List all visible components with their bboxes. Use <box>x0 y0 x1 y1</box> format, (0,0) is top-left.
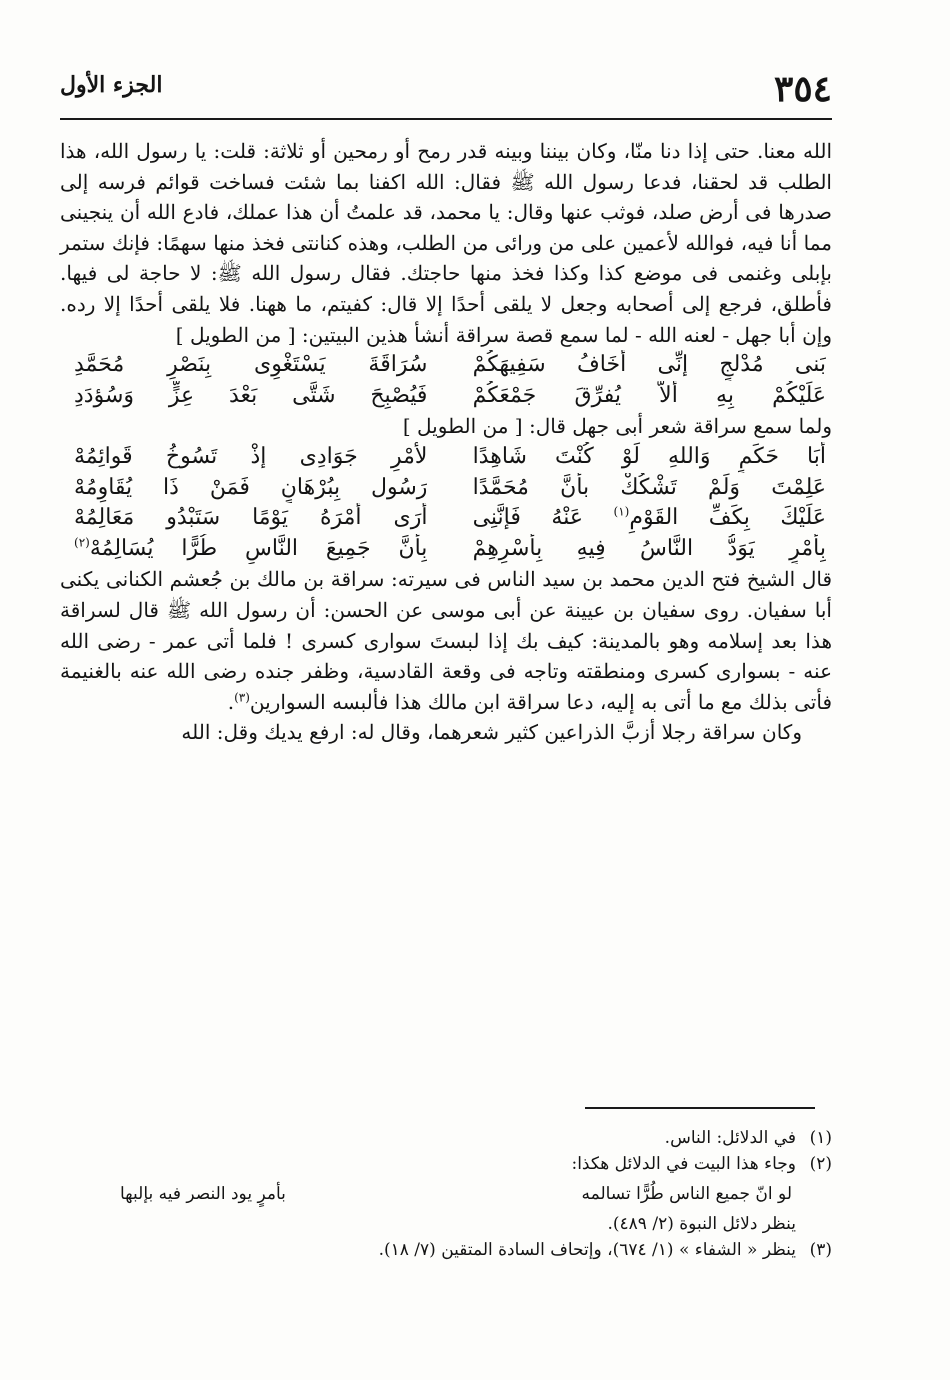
footnote-text: وجاء هذا البيت في الدلائل هكذا: <box>571 1154 796 1174</box>
hemistich-first: بَنى مُدْلجٍ إنِّى أخَافُ سَفِيهَكُمْ <box>472 352 826 378</box>
page-number: ٣٥٤ <box>773 68 832 110</box>
paragraph-ibn-sayyid-al-nas <box>60 564 832 717</box>
poem-couplet <box>60 350 832 381</box>
hemistich-first: أَبَا حَكَمٍ وَاللهِ لَوْ كُنْتَ شَاهِدًا <box>472 443 826 469</box>
hemistich-second: فَيُصْبِحَ شَتَّى بَعْدَ عِزٍّ وَسُؤدَدِ <box>74 382 428 408</box>
footnotes <box>60 1126 832 1264</box>
poem-abu-jahl <box>60 350 832 411</box>
paragraph-end: . <box>227 689 235 714</box>
footnote-ref-1[interactable]: (١) <box>613 504 630 519</box>
footnote-1 <box>60 1126 832 1150</box>
hemistich-first: بِأمْرٍ يَوَدُّ النَّاسُ فِيهِ بِأسْرِهِمْ <box>472 535 826 561</box>
hemistich-first <box>473 503 826 534</box>
footnote-text: ينظر « الشفاء » (١/ ٦٧٤)، وإتحاف السادة المتقين (٧/ ١٨). <box>378 1240 796 1260</box>
page-header <box>60 62 832 120</box>
poem-couplet <box>60 381 832 412</box>
footnote-number: (٢) <box>809 1154 832 1174</box>
footnote-ref-3[interactable]: (٣) <box>234 690 250 705</box>
paragraph-hijra-narrative: الله معنا. حتى إذا دنا منّا، وكان بيننا وبينه قدر رمح أو رمحين أو ثلاثة: قلت: يا رسول الله، هذا الطلب قد لحقنا، فدعا رسول الله ﷺ فقال: الله اكفنا بما شئت فساخت قوائم فرسه إلى صدرها فى أرض صلد، فوثب عنها وقال: يا محمد، قد علمتُ أن هذا عملك، فادع الله أن ينجينى مما أنا فيه، فوالله لأعمين على من ورائى من الطلب، وهذه كنانتى فخذ منها سهمًا: فإنك ستمر بإبلى وغنمى فى موضع كذا وكذا فخذ منها حاجتك. فقال رسول الله ﷺ: لا حاجة لى فيها. فأطلق، فرجع إلى أصحابه وجعل لا يلقى أحدًا إلا قال: كفيتم، ما ههنا. فلا يلقى أحدًا إلا رده. وإن أبا جهل - لعنه الله - لما سمع قصة سراقة أنشأ هذين البيتين: [ من الطويل ] <box>60 139 832 347</box>
footnote-verse <box>60 1176 832 1212</box>
hemistich-second: رَسُول بِبُرْهَانٍ فَمَنْ ذَا يُقَاوِمُهْ <box>74 474 428 500</box>
poem-suraqa <box>60 442 832 564</box>
poem-intro-suraqa: ولما سمع سراقة شعر أبى جهل قال: [ من الطويل ] <box>402 414 832 439</box>
hemistich-first: عَلَيْكُمْ بِهِ ألاَّ يُفرِّقَ جَمْعَكُمْ <box>472 382 826 408</box>
running-title: الجزء الأول <box>60 72 163 98</box>
hemistich-second: أرَى أمْرَهُ يَوْمًا سَتَبْدُو مَعَالِمُهْ <box>74 505 428 531</box>
paragraph-suraqa-description: وكان سراقة رجلا أزبَّ الذراعين كثير شعرهما، وقال له: ارفع يديك وقل: الله <box>181 720 802 745</box>
hemistich-second <box>74 534 427 565</box>
poem-couplet <box>60 473 832 504</box>
footnote-number: (١) <box>809 1128 832 1148</box>
poem-couplet <box>60 534 832 565</box>
footnote-divider <box>585 1107 815 1109</box>
footnote-ref-2[interactable]: (٢) <box>74 535 90 550</box>
footnote-number: (٣) <box>809 1240 832 1260</box>
poem-couplet <box>60 503 832 534</box>
paragraph-text: قال الشيخ فتح الدين محمد بن سيد الناس فى سيرته: سراقة بن مالك بن جُعشم الكنانى يكنى أبا سفيان. روى سفيان بن عيينة عن أبى موسى عن الحسن: أن رسول الله ﷺ قال لسراقة هذا بعد إسلامه وهو بالمدينة: كيف بك إذا لبستَ سوارى كسرى ! فلما أتى عمر - رضى الله عنه - بسوارى كسرى ومنطقته وتاجه فى وقعة القادسية، وظفر جنده رضى الله عنه بالغنيمة فأتى بذلك مع ما أتى به إليه، دعا سراقة ابن مالك هذا فألبسه السوارين <box>60 567 832 714</box>
hemistich-second: لأَمْرِ جَوَادِى إذْ تَسُوخُ قَوائِمُهْ <box>74 443 428 469</box>
footnote-source: ينظر دلائل النبوة (٢/ ٤٨٩). <box>607 1214 796 1234</box>
footnote-verse-first: لو انّ جميع الناس طُرًّا تسالمه <box>581 1184 792 1204</box>
footnote-verse-second: بأمرٍ يود النصر فيه بإلبها <box>120 1184 286 1204</box>
footnote-3 <box>60 1238 832 1262</box>
hemistich-text: بِأنَّ جَمِيعَ النَّاسِ طُرًّا يُسَالِمُهْ <box>89 535 428 561</box>
footnote-text: في الدلائل: الناس. <box>664 1128 796 1148</box>
poem-couplet <box>60 442 832 473</box>
hemistich-text: عَلَيْكَ بِكَفِّ القَوْمِ <box>629 505 826 531</box>
footnote-2 <box>60 1152 832 1236</box>
main-text <box>60 136 832 748</box>
hemistich-second: سُرَاقَةَ يَسْتَغْوِى بِنَصْرِ مُحَمَّدِ <box>74 352 428 378</box>
hemistich-first: عَلِمْتَ وَلَمْ تَشْكُكْ بأَنَّ مُحَمَّدًا <box>472 474 826 500</box>
hemistich-text-cont: عَنْهُ فَإنَّنِى <box>472 505 614 531</box>
